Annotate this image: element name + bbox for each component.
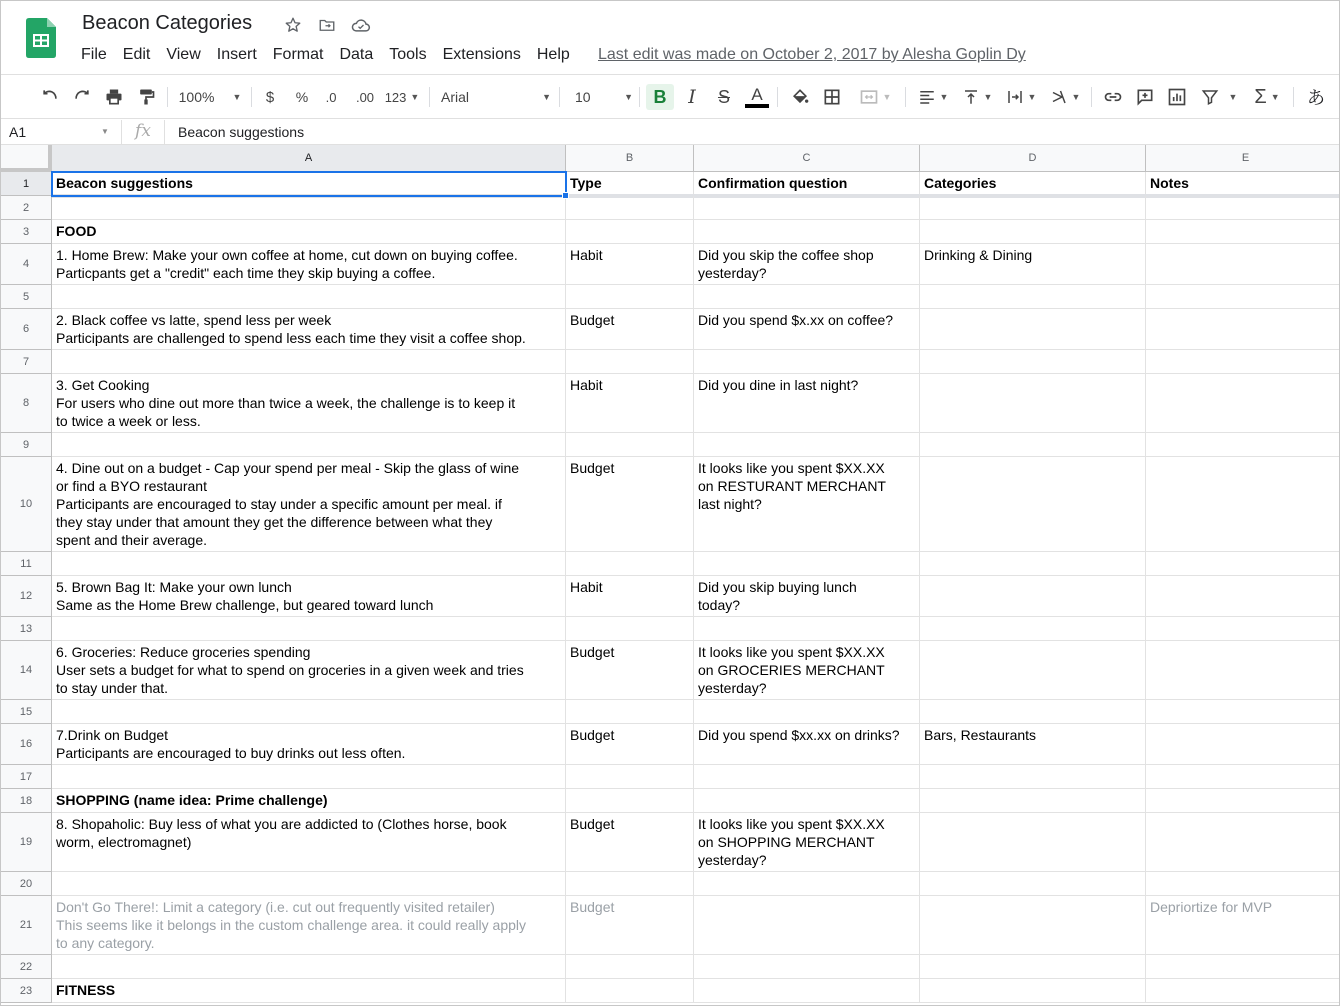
google-sheets-logo-icon[interactable] — [26, 18, 56, 58]
input-tools-button[interactable]: あ — [1307, 88, 1325, 108]
row-header-18[interactable]: 18 — [1, 789, 52, 813]
cell-d5[interactable] — [920, 285, 1146, 309]
percent-format-button[interactable]: % — [295, 89, 309, 105]
chevron-down-icon: ▼ — [410, 92, 420, 102]
cell-e20[interactable] — [1146, 872, 1340, 896]
chevron-down-icon: ▼ — [1071, 92, 1081, 102]
cell-a16[interactable]: 7.Drink on Budget Participants are encouraged to buy drinks out less often. — [52, 724, 566, 765]
cell-c23[interactable] — [694, 979, 920, 1003]
cell-c17[interactable] — [694, 765, 920, 789]
row-header-22[interactable]: 22 — [1, 955, 52, 979]
cell-b13[interactable] — [566, 617, 694, 641]
cell-b15[interactable] — [566, 700, 694, 724]
horizontal-align-icon[interactable] — [913, 84, 953, 110]
cell-e2[interactable] — [1146, 196, 1340, 220]
cell-b6[interactable]: Budget — [566, 309, 694, 350]
menu-tools[interactable]: Tools — [389, 46, 427, 63]
row-header-19[interactable]: 19 — [1, 813, 52, 872]
toolbar — [1, 74, 1340, 118]
row-header-3[interactable]: 3 — [1, 220, 52, 244]
cell-a22[interactable] — [52, 955, 566, 979]
cell-d12[interactable] — [920, 576, 1146, 617]
cell-d15[interactable] — [920, 700, 1146, 724]
cell-a2[interactable] — [52, 196, 566, 220]
row-header-4[interactable]: 4 — [1, 244, 52, 285]
functions-icon[interactable] — [1247, 84, 1287, 110]
text-color-label: A — [751, 85, 763, 104]
chevron-down-icon: ▼ — [624, 92, 633, 102]
redo-icon[interactable] — [69, 84, 95, 110]
cell-e22[interactable] — [1146, 955, 1340, 979]
cell-c9[interactable] — [694, 433, 920, 457]
column-header-e[interactable]: E — [1146, 145, 1340, 172]
chevron-down-icon: ▼ — [1027, 92, 1037, 102]
cell-a9[interactable] — [52, 433, 566, 457]
cell-d13[interactable] — [920, 617, 1146, 641]
row-header-17[interactable]: 17 — [1, 765, 52, 789]
document-title[interactable]: Beacon Categories — [82, 12, 253, 34]
cell-a18[interactable]: SHOPPING (name idea: Prime challenge) — [52, 789, 566, 813]
cloud-status-icon[interactable] — [351, 15, 371, 35]
paint-format-icon[interactable] — [133, 84, 159, 110]
cell-d18[interactable] — [920, 789, 1146, 813]
cell-a6[interactable]: 2. Black coffee vs latte, spend less per week Participants are challenged to spend less each time they visit a coffee shop. — [52, 309, 566, 350]
cell-a21[interactable]: Don't Go There!: Limit a category (i.e. cut out frequently visited retailer) This seems like it belongs in the custom challenge area. it could really apply to any category. — [52, 896, 566, 955]
cell-c12[interactable]: Did you skip buying lunch today? — [694, 576, 920, 617]
insert-comment-icon[interactable] — [1131, 84, 1159, 110]
fill-color-icon[interactable] — [787, 84, 813, 110]
decrease-decimal-button[interactable]: .0 — [325, 89, 337, 105]
cell-c16[interactable]: Did you spend $xx.xx on drinks? — [694, 724, 920, 765]
text-color-button[interactable] — [743, 84, 771, 110]
cell-b1[interactable]: Type — [566, 172, 694, 196]
cell-d14[interactable] — [920, 641, 1146, 700]
cell-a3[interactable]: FOOD — [52, 220, 566, 244]
row-header-13[interactable]: 13 — [1, 617, 52, 641]
select-all-corner[interactable] — [1, 145, 52, 172]
cell-b23[interactable] — [566, 979, 694, 1003]
cell-b16[interactable]: Budget — [566, 724, 694, 765]
more-formats-button[interactable] — [383, 84, 421, 110]
formula-input[interactable]: Beacon suggestions — [178, 124, 305, 140]
undo-icon[interactable] — [37, 84, 63, 110]
cell-e4[interactable] — [1146, 244, 1340, 285]
cell-a23[interactable]: FITNESS — [52, 979, 566, 1003]
cell-e14[interactable] — [1146, 641, 1340, 700]
chevron-down-icon: ▼ — [882, 92, 892, 102]
column-header-a[interactable]: A — [52, 145, 566, 172]
zoom-select[interactable] — [175, 84, 245, 110]
sheet-grid — [1, 145, 1340, 1006]
borders-icon[interactable] — [819, 84, 845, 110]
cell-b2[interactable] — [566, 196, 694, 220]
cell-e7[interactable] — [1146, 350, 1340, 374]
cell-c4[interactable]: Did you skip the coffee shop yesterday? — [694, 244, 920, 285]
cell-c11[interactable] — [694, 552, 920, 576]
font-size-select[interactable] — [567, 84, 633, 110]
cell-a10[interactable]: 4. Dine out on a budget - Cap your spend per meal - Skip the glass of wine or find a BYO restaurant Participants are encouraged to stay under a specific amount per meal. if they stay under that amount they get the difference between what they spent and their average. — [52, 457, 566, 552]
cell-a19[interactable]: 8. Shopaholic: Buy less of what you are addicted to (Clothes horse, book worm, electromagnet) — [52, 813, 566, 872]
formula-bar — [1, 118, 1340, 145]
menu-bar — [81, 46, 586, 64]
insert-chart-icon[interactable] — [1163, 84, 1191, 110]
cell-b21[interactable]: Budget — [566, 896, 694, 955]
chevron-down-icon: ▼ — [1270, 92, 1280, 102]
cell-d3[interactable] — [920, 220, 1146, 244]
zoom-value: 100% — [178, 89, 215, 105]
text-rotation-icon[interactable] — [1045, 84, 1085, 110]
row-header-21[interactable]: 21 — [1, 896, 52, 955]
cell-e15[interactable] — [1146, 700, 1340, 724]
cell-d17[interactable] — [920, 765, 1146, 789]
cell-b9[interactable] — [566, 433, 694, 457]
cell-a15[interactable] — [52, 700, 566, 724]
cell-e3[interactable] — [1146, 220, 1340, 244]
menu-file[interactable]: File — [81, 46, 107, 63]
name-box[interactable]: A1 — [9, 124, 27, 140]
cell-d8[interactable] — [920, 374, 1146, 433]
italic-button[interactable]: I — [688, 86, 696, 108]
cell-c22[interactable] — [694, 955, 920, 979]
cell-d4[interactable]: Drinking & Dining — [920, 244, 1146, 285]
cell-c18[interactable] — [694, 789, 920, 813]
row-header-2[interactable]: 2 — [1, 196, 52, 220]
cell-c20[interactable] — [694, 872, 920, 896]
text-wrapping-icon[interactable] — [1001, 84, 1041, 110]
cell-b11[interactable] — [566, 552, 694, 576]
text-color-swatch — [745, 104, 769, 108]
menu-data[interactable]: Data — [339, 46, 374, 63]
chevron-down-icon: ▼ — [983, 92, 993, 102]
cell-e17[interactable] — [1146, 765, 1340, 789]
last-edit-link[interactable]: Last edit was made on October 2, 2017 by Alesha Goplin Dy — [598, 46, 1026, 63]
cell-d6[interactable] — [920, 309, 1146, 350]
cell-b14[interactable]: Budget — [566, 641, 694, 700]
cell-c2[interactable] — [694, 196, 920, 220]
strikethrough-button[interactable]: S — [717, 86, 730, 107]
cell-a17[interactable] — [52, 765, 566, 789]
cell-d21[interactable] — [920, 896, 1146, 955]
row-header-6[interactable]: 6 — [1, 309, 52, 350]
row-header-16[interactable]: 16 — [1, 724, 52, 765]
cell-b5[interactable] — [566, 285, 694, 309]
vertical-align-icon[interactable] — [957, 84, 997, 110]
cell-a1[interactable]: Beacon suggestions — [52, 172, 566, 196]
cell-c3[interactable] — [694, 220, 920, 244]
cell-c5[interactable] — [694, 285, 920, 309]
cell-b7[interactable] — [566, 350, 694, 374]
column-header-c[interactable]: C — [694, 145, 920, 172]
cell-d11[interactable] — [920, 552, 1146, 576]
row-header-14[interactable]: 14 — [1, 641, 52, 700]
menu-format[interactable]: Format — [272, 46, 324, 63]
filter-icon[interactable] — [1197, 84, 1241, 110]
merge-cells-icon[interactable] — [853, 84, 897, 110]
cell-d10[interactable] — [920, 457, 1146, 552]
cell-e16[interactable] — [1146, 724, 1340, 765]
cell-b22[interactable] — [566, 955, 694, 979]
cell-b17[interactable] — [566, 765, 694, 789]
menu-insert[interactable]: Insert — [216, 46, 257, 63]
cell-a14[interactable]: 6. Groceries: Reduce groceries spending User sets a budget for what to spend on groceries in a given week and tries to stay under that. — [52, 641, 566, 700]
cell-b4[interactable]: Habit — [566, 244, 694, 285]
increase-decimal-button[interactable]: .00 — [355, 89, 375, 105]
cell-c15[interactable] — [694, 700, 920, 724]
cell-c1[interactable]: Confirmation question — [694, 172, 920, 196]
cell-a7[interactable] — [52, 350, 566, 374]
cell-c14[interactable]: It looks like you spent $XX.XX on GROCERIES MERCHANT yesterday? — [694, 641, 920, 700]
star-icon[interactable] — [283, 15, 303, 35]
sigma-glyph: Σ — [1254, 85, 1267, 108]
font-family-value: Arial — [441, 89, 470, 105]
cell-d19[interactable] — [920, 813, 1146, 872]
chevron-down-icon[interactable]: ▼ — [101, 127, 109, 136]
row-header-10[interactable]: 10 — [1, 457, 52, 552]
cell-a20[interactable] — [52, 872, 566, 896]
cell-d23[interactable] — [920, 979, 1146, 1003]
cell-b12[interactable]: Habit — [566, 576, 694, 617]
cell-e8[interactable] — [1146, 374, 1340, 433]
cell-c6[interactable]: Did you spend $x.xx on coffee? — [694, 309, 920, 350]
cell-a13[interactable] — [52, 617, 566, 641]
cell-e21[interactable]: Depriortize for MVP — [1146, 896, 1340, 955]
cell-b20[interactable] — [566, 872, 694, 896]
insert-link-icon[interactable] — [1099, 84, 1127, 110]
font-size-value: 10 — [575, 89, 591, 105]
cell-e18[interactable] — [1146, 789, 1340, 813]
cell-e5[interactable] — [1146, 285, 1340, 309]
cell-d9[interactable] — [920, 433, 1146, 457]
cell-a4[interactable]: 1. Home Brew: Make your own coffee at home, cut down on buying coffee. Particpants get a "credit" each time they skip buying a coffee. — [52, 244, 566, 285]
cell-d2[interactable] — [920, 196, 1146, 220]
currency-format-button[interactable]: $ — [265, 88, 275, 106]
row-header-20[interactable]: 20 — [1, 872, 52, 896]
row-header-5[interactable]: 5 — [1, 285, 52, 309]
cell-c19[interactable]: It looks like you spent $XX.XX on SHOPPING MERCHANT yesterday? — [694, 813, 920, 872]
cell-a5[interactable] — [52, 285, 566, 309]
cell-b18[interactable] — [566, 789, 694, 813]
column-header-d[interactable]: D — [920, 145, 1146, 172]
cell-e13[interactable] — [1146, 617, 1340, 641]
cell-b8[interactable]: Habit — [566, 374, 694, 433]
menu-view[interactable]: View — [166, 46, 201, 63]
row-header-23[interactable]: 23 — [1, 979, 52, 1003]
row-header-8[interactable]: 8 — [1, 374, 52, 433]
cell-d7[interactable] — [920, 350, 1146, 374]
cell-d16[interactable]: Bars, Restaurants — [920, 724, 1146, 765]
column-header-b[interactable]: B — [566, 145, 694, 172]
font-family-select[interactable] — [441, 84, 551, 110]
cell-b3[interactable] — [566, 220, 694, 244]
cell-c7[interactable] — [694, 350, 920, 374]
cell-c10[interactable]: It looks like you spent $XX.XX on RESTURANT MERCHANT last night? — [694, 457, 920, 552]
cell-c21[interactable] — [694, 896, 920, 955]
cell-d1[interactable]: Categories — [920, 172, 1146, 196]
row-header-11[interactable]: 11 — [1, 552, 52, 576]
bold-button[interactable]: B — [646, 84, 674, 110]
row-header-15[interactable]: 15 — [1, 700, 52, 724]
cell-b19[interactable]: Budget — [566, 813, 694, 872]
chevron-down-icon: ▼ — [542, 92, 551, 102]
menu-extensions[interactable]: Extensions — [442, 46, 521, 63]
cell-e1[interactable]: Notes — [1146, 172, 1340, 196]
fx-icon: fx — [121, 120, 165, 144]
cell-a12[interactable]: 5. Brown Bag It: Make your own lunch Same as the Home Brew challenge, but geared toward lunch — [52, 576, 566, 617]
chevron-down-icon: ▼ — [232, 92, 242, 102]
menu-edit[interactable]: Edit — [122, 46, 151, 63]
row-header-1[interactable]: 1 — [1, 172, 52, 196]
cell-e12[interactable] — [1146, 576, 1340, 617]
fill-handle[interactable] — [562, 192, 569, 199]
more-formats-label: 123 — [384, 89, 407, 105]
chevron-down-icon: ▼ — [1228, 92, 1238, 102]
cell-d22[interactable] — [920, 955, 1146, 979]
cell-d20[interactable] — [920, 872, 1146, 896]
row-header-9[interactable]: 9 — [1, 433, 52, 457]
cell-e6[interactable] — [1146, 309, 1340, 350]
chevron-down-icon: ▼ — [939, 92, 949, 102]
cell-e11[interactable] — [1146, 552, 1340, 576]
move-to-folder-icon[interactable] — [317, 15, 337, 35]
print-icon[interactable] — [101, 84, 127, 110]
cell-c8[interactable]: Did you dine in last night? — [694, 374, 920, 433]
cell-b10[interactable]: Budget — [566, 457, 694, 552]
cell-e23[interactable] — [1146, 979, 1340, 1003]
row-header-7[interactable]: 7 — [1, 350, 52, 374]
cell-c13[interactable] — [694, 617, 920, 641]
cell-e9[interactable] — [1146, 433, 1340, 457]
cell-e10[interactable] — [1146, 457, 1340, 552]
row-header-12[interactable]: 12 — [1, 576, 52, 617]
menu-help[interactable]: Help — [536, 46, 570, 63]
cell-a11[interactable] — [52, 552, 566, 576]
cell-e19[interactable] — [1146, 813, 1340, 872]
cell-a8[interactable]: 3. Get Cooking For users who dine out more than twice a week, the challenge is to keep it to twice a week or less. — [52, 374, 566, 433]
